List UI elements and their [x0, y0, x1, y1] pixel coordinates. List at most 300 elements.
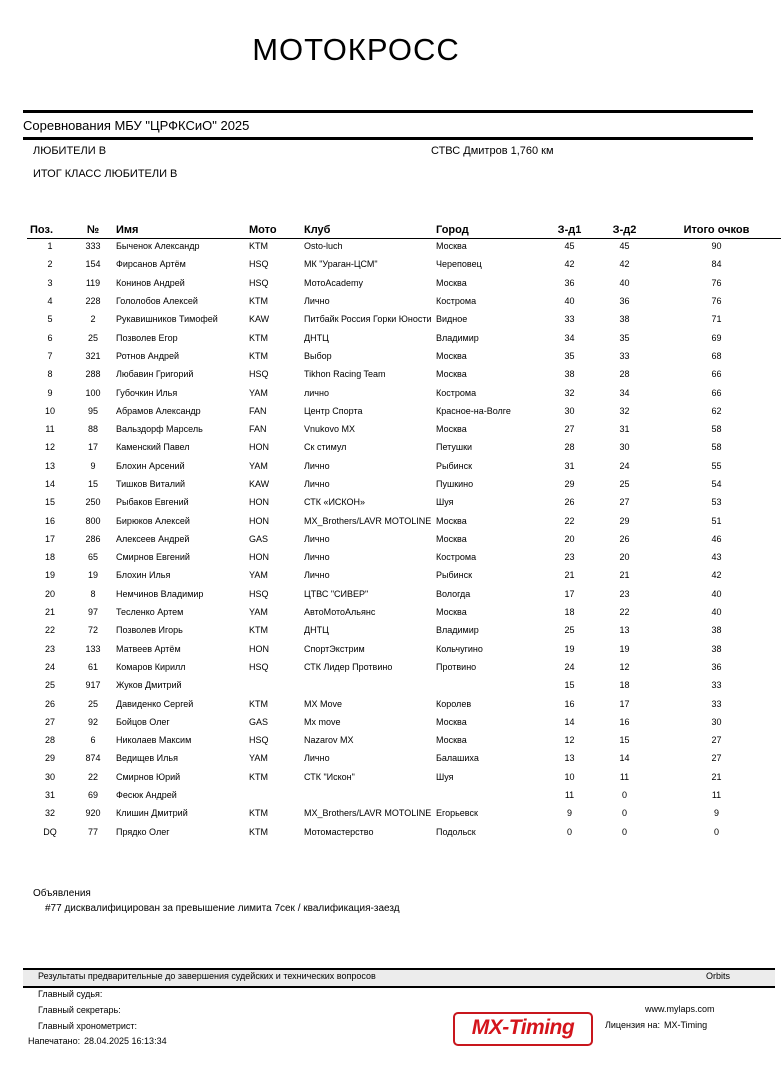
cell-position: 13 — [44, 460, 55, 471]
cell-club: ДНТЦ — [304, 332, 329, 343]
cell-city: Череповец — [436, 259, 482, 270]
cell-city: Кострома — [436, 387, 477, 398]
site-link[interactable]: www.mylaps.com — [645, 1004, 715, 1014]
cell-city: Рыбинск — [436, 460, 473, 471]
cell-moto: KTM — [249, 350, 268, 361]
cell-position: 17 — [44, 533, 55, 544]
cell-moto: KTM — [249, 332, 268, 343]
cell-city: Москва — [436, 277, 467, 288]
cell-total: 42 — [711, 570, 722, 581]
table-row — [27, 274, 781, 292]
cell-total: 43 — [711, 552, 722, 563]
cell-club — [304, 786, 436, 804]
cell-name: Алексеев Андрей — [116, 533, 190, 544]
table-row — [27, 676, 781, 694]
cell-club: Mx move — [304, 716, 341, 727]
cell-name: Комаров Кирилл — [116, 661, 186, 672]
cell-number: 9 — [90, 460, 96, 471]
cell-number: 72 — [87, 625, 98, 636]
table-row — [27, 621, 781, 639]
page-title: МОТОКРОСС — [252, 32, 460, 67]
cell-total: 84 — [711, 259, 722, 270]
cell-moto: FAN — [249, 424, 267, 435]
col-header-total: Итого очков — [683, 223, 750, 236]
cell-moto: HSQ — [249, 369, 269, 380]
cell-race2: 40 — [619, 277, 630, 288]
table-row — [27, 585, 781, 603]
results-table — [27, 222, 781, 841]
cell-moto: YAM — [249, 570, 268, 581]
cell-club: Лично — [304, 533, 330, 544]
cell-moto: HON — [249, 552, 269, 563]
cell-race2: 30 — [619, 442, 630, 453]
cell-race1: 45 — [564, 241, 575, 252]
cell-city: Москва — [436, 241, 467, 252]
cell-race1: 25 — [564, 625, 575, 636]
table-row — [27, 475, 781, 493]
cell-total: 27 — [711, 753, 722, 764]
cell-number: 800 — [85, 515, 101, 526]
cell-total: 38 — [711, 643, 722, 654]
table-row — [27, 804, 781, 822]
cell-race1: 14 — [564, 716, 575, 727]
cell-race2: 0 — [621, 790, 627, 801]
cell-name: Фесюк Андрей — [116, 790, 177, 801]
cell-total: 40 — [711, 607, 722, 618]
cell-position: 28 — [44, 735, 55, 746]
cell-total: 90 — [711, 241, 722, 252]
table-row — [27, 640, 781, 658]
cell-race2: 12 — [619, 661, 630, 672]
cell-moto: KTM — [249, 826, 268, 837]
cell-number: 321 — [85, 350, 101, 361]
cell-race1: 28 — [564, 442, 575, 453]
cell-race2: 38 — [619, 314, 630, 325]
cell-club: MX_Brothers/LAVR MOTOLINE — [304, 515, 432, 526]
cell-number: 25 — [87, 332, 98, 343]
cell-name: Жуков Дмитрий — [116, 680, 182, 691]
table-row — [27, 420, 781, 438]
cell-name: Блохин Арсений — [116, 460, 185, 471]
col-header-race1: З-д1 — [557, 223, 582, 236]
cell-total: 33 — [711, 680, 722, 691]
cell-number: 15 — [87, 479, 98, 489]
cell-club: Vnukovo MX — [304, 424, 356, 435]
cell-number: 25 — [87, 698, 98, 709]
table-row — [27, 328, 781, 346]
cell-name: Позволев Игорь — [116, 625, 183, 636]
cell-position: 15 — [44, 497, 55, 508]
cell-number: 250 — [85, 497, 101, 508]
cell-race1: 27 — [564, 424, 575, 435]
table-row — [27, 383, 781, 401]
cell-total: 51 — [711, 515, 722, 526]
cell-city: Москва — [436, 735, 467, 746]
cell-race2: 19 — [619, 643, 630, 654]
cell-position: 27 — [44, 716, 55, 727]
cell-city: Москва — [436, 424, 467, 435]
cell-name: Позволев Егор — [116, 332, 178, 343]
table-row — [27, 713, 781, 731]
cell-moto: KTM — [249, 771, 268, 782]
cell-moto: KTM — [249, 808, 268, 819]
cell-number: 228 — [85, 296, 101, 307]
cell-position: 10 — [44, 405, 55, 416]
table-row — [27, 768, 781, 786]
cell-race1: 30 — [564, 405, 575, 416]
cell-club: АвтоМотоАльянс — [304, 607, 376, 618]
cell-number: 874 — [85, 753, 101, 764]
cell-name: Тесленко Артем — [116, 607, 184, 618]
cell-race1: 0 — [566, 826, 572, 837]
table-row — [27, 749, 781, 767]
cell-name: Рыбаков Евгений — [116, 497, 189, 508]
cell-city: Королев — [436, 698, 472, 709]
cell-city: Шуя — [436, 497, 454, 508]
cell-name: Быченок Александр — [116, 241, 200, 252]
cell-city: Красное-на-Волге — [436, 405, 511, 416]
cell-name: Каменский Павел — [116, 442, 190, 453]
cell-name: Блохин Илья — [116, 570, 171, 581]
cell-club: Tikhon Racing Team — [304, 369, 386, 380]
cell-position: 5 — [47, 314, 53, 325]
cell-moto: YAM — [249, 607, 268, 618]
cell-position: 6 — [47, 332, 53, 343]
cell-position: 26 — [44, 698, 55, 709]
cell-moto: KTM — [249, 296, 268, 307]
cell-race2: 14 — [619, 753, 630, 764]
cell-club: Питбайк Россия Горки Юности — [304, 314, 432, 325]
cell-total: 58 — [711, 442, 722, 453]
cell-moto: HON — [249, 497, 269, 508]
cell-city: Шуя — [436, 771, 454, 782]
table-row — [27, 566, 781, 584]
cell-number: 6 — [90, 735, 96, 746]
cell-number: 69 — [87, 790, 98, 801]
table-row — [27, 823, 781, 841]
cell-race2: 42 — [619, 259, 630, 270]
cell-position: 1 — [47, 241, 53, 252]
cell-moto: KTM — [249, 625, 268, 636]
cell-total: 54 — [711, 479, 722, 489]
table-row — [27, 694, 781, 712]
results-body — [27, 237, 781, 841]
cell-race1: 13 — [564, 753, 575, 764]
cell-moto: KTM — [249, 698, 268, 709]
cell-city: Москва — [436, 607, 467, 618]
cell-total: 66 — [711, 369, 722, 380]
cell-moto: GAS — [249, 533, 269, 544]
cell-position: 9 — [47, 387, 53, 398]
cell-race2: 28 — [619, 369, 630, 380]
cell-race2: 15 — [619, 735, 630, 746]
cell-total: 33 — [711, 698, 722, 709]
cell-race1: 12 — [564, 735, 575, 746]
col-header-race2: З-д2 — [612, 223, 637, 236]
cell-position: 2 — [47, 259, 53, 270]
cell-name: Вальздорф Марсель — [116, 424, 203, 435]
table-row — [27, 457, 781, 475]
cell-name: Губочкин Илья — [116, 387, 178, 398]
cell-club: Лично — [304, 296, 330, 307]
cell-race2: 0 — [621, 826, 627, 837]
cell-race1: 42 — [564, 259, 575, 270]
cell-name: Прядко Олег — [116, 826, 170, 837]
cell-name: Конинов Андрей — [116, 277, 185, 288]
cell-position: 32 — [44, 808, 55, 819]
cell-total: 55 — [711, 460, 722, 471]
cell-number: 8 — [90, 588, 96, 599]
cell-club — [304, 676, 436, 694]
cell-race1: 17 — [564, 588, 575, 599]
table-row — [27, 511, 781, 529]
cell-number: 133 — [85, 643, 101, 654]
cell-number: 95 — [87, 405, 98, 416]
license-label: Лицензия на: — [605, 1020, 660, 1030]
cell-club: Лично — [304, 479, 330, 489]
cell-club: Лично — [304, 460, 330, 471]
cell-total: 30 — [711, 716, 722, 727]
table-row — [27, 786, 781, 804]
cell-total: 46 — [711, 533, 722, 544]
cell-race1: 31 — [564, 460, 575, 471]
cell-number: 917 — [85, 680, 101, 691]
col-header-position: Поз. — [30, 223, 54, 236]
cell-position: 11 — [45, 424, 55, 435]
cell-city: Вологда — [436, 588, 471, 599]
col-header-name: Имя — [116, 223, 139, 236]
cell-position: 18 — [44, 552, 55, 563]
table-row — [27, 548, 781, 566]
cell-race1: 9 — [566, 808, 572, 819]
cell-race1: 24 — [564, 661, 575, 672]
cell-moto — [249, 786, 304, 804]
cell-moto: HSQ — [249, 259, 269, 270]
cell-city: Балашиха — [436, 753, 479, 764]
cell-club: Nazarov MX — [304, 735, 354, 746]
cell-club: ДНТЦ — [304, 625, 329, 636]
cell-total: 21 — [711, 771, 722, 782]
cell-race1: 34 — [564, 332, 575, 343]
cell-race1: 35 — [564, 350, 575, 361]
cell-city: Москва — [436, 350, 467, 361]
cell-number: 17 — [87, 442, 98, 453]
cell-moto: KAW — [249, 479, 270, 489]
cell-club: Osto-luch — [304, 241, 343, 252]
cell-city: Кострома — [436, 296, 477, 307]
cell-race1: 38 — [564, 369, 575, 380]
cell-name: Давиденко Сергей — [116, 698, 194, 709]
cell-moto: HON — [249, 442, 269, 453]
cell-position: 29 — [44, 753, 55, 764]
cell-position: 21 — [44, 607, 55, 618]
cell-city: Москва — [436, 716, 467, 727]
cell-number: 286 — [85, 533, 101, 544]
cell-moto: GAS — [249, 716, 269, 727]
cell-race1: 11 — [564, 790, 575, 801]
cell-race1: 36 — [564, 277, 575, 288]
cell-race1: 33 — [564, 314, 575, 325]
cell-city: Кольчугино — [436, 643, 483, 654]
cell-total: 11 — [711, 790, 722, 801]
footer-disclaimer: Результаты предварительные до завершения судейских и технических вопросов — [38, 971, 376, 981]
cell-city: Протвино — [436, 661, 477, 672]
cell-race1: 40 — [564, 296, 575, 307]
table-header-divider — [27, 238, 781, 239]
cell-club: MX Move — [304, 698, 343, 709]
cell-name: Любавин Григорий — [116, 369, 194, 380]
cell-number: 2 — [90, 314, 96, 325]
cell-race2: 35 — [619, 332, 630, 343]
mx-timing-logo: MX-Timing — [453, 1012, 593, 1046]
cell-race2: 27 — [619, 497, 630, 508]
cell-moto: HSQ — [249, 735, 269, 746]
cell-race2: 29 — [619, 515, 630, 526]
cell-race2: 20 — [619, 552, 630, 563]
cell-number: 77 — [87, 826, 98, 837]
cell-city: Видное — [436, 314, 468, 325]
table-row — [27, 530, 781, 548]
cell-name: Фирсанов Артём — [116, 259, 186, 270]
cell-position: 25 — [44, 680, 55, 691]
cell-city — [436, 676, 542, 694]
cell-race1: 10 — [564, 771, 575, 782]
cell-moto: HON — [249, 515, 269, 526]
cell-total: 58 — [711, 424, 722, 435]
cell-race1: 20 — [564, 533, 575, 544]
cell-name: Николаев Максим — [116, 735, 192, 746]
table-row — [27, 731, 781, 749]
cell-club: МотоAcademy — [304, 277, 363, 288]
cell-number: 97 — [87, 607, 98, 618]
table-row — [27, 603, 781, 621]
cell-race1: 32 — [564, 387, 575, 398]
table-row — [27, 493, 781, 511]
cell-race2: 36 — [619, 296, 630, 307]
cell-moto — [249, 676, 304, 694]
cell-city: Кострома — [436, 552, 477, 563]
cell-number: 119 — [85, 277, 101, 288]
cell-number: 92 — [87, 716, 98, 727]
cell-race2: 0 — [621, 808, 627, 819]
cell-total: 68 — [711, 350, 722, 361]
cell-name: Гололобов Алексей — [116, 296, 198, 307]
cell-moto: HSQ — [249, 277, 269, 288]
cell-number: 154 — [85, 259, 101, 270]
cell-club: Центр Спорта — [304, 405, 363, 416]
cell-number: 333 — [85, 241, 101, 252]
cell-number: 920 — [85, 808, 101, 819]
cell-club: лично — [304, 387, 329, 398]
chief-judge-label: Главный судья: — [38, 989, 103, 999]
header-divider — [23, 110, 753, 113]
cell-position: 30 — [44, 771, 55, 782]
cell-city: Рыбинск — [436, 570, 473, 581]
cell-race2: 17 — [619, 698, 630, 709]
event-divider — [23, 137, 753, 140]
cell-name: Смирнов Юрий — [116, 771, 181, 782]
cell-total: 27 — [711, 735, 722, 746]
col-header-club: Клуб — [304, 223, 331, 236]
cell-moto: HSQ — [249, 588, 269, 599]
cell-race2: 11 — [619, 771, 630, 782]
cell-name: Абрамов Александр — [116, 405, 201, 416]
cell-race2: 16 — [619, 716, 630, 727]
cell-position: 16 — [44, 515, 55, 526]
cell-total: 36 — [711, 661, 722, 672]
cell-race1: 19 — [564, 643, 575, 654]
table-row — [27, 438, 781, 456]
cell-race2: 33 — [619, 350, 630, 361]
cell-position: 23 — [44, 643, 55, 654]
cell-total: 0 — [713, 826, 719, 837]
cell-city: Егорьевск — [436, 808, 478, 819]
cell-city: Петушки — [436, 442, 473, 453]
cell-position: DQ — [43, 826, 57, 837]
cell-club: Лично — [304, 570, 330, 581]
cell-name: Бирюков Алексей — [116, 515, 190, 526]
cell-position: 12 — [44, 442, 55, 453]
cell-race1: 26 — [564, 497, 575, 508]
cell-race2: 24 — [619, 460, 630, 471]
cell-number: 61 — [87, 661, 98, 672]
cell-name: Ротнов Андрей — [116, 350, 180, 361]
notes-title: Объявления — [33, 888, 91, 899]
cell-moto: FAN — [249, 405, 267, 416]
cell-club: МК "Ураган-ЦСМ" — [304, 259, 378, 270]
cell-club: Ск стимул — [304, 442, 347, 453]
col-header-city: Город — [436, 223, 469, 236]
cell-position: 4 — [47, 296, 53, 307]
cell-race2: 22 — [619, 607, 630, 618]
event-name: Соревнования МБУ "ЦРФКСиО" 2025 — [23, 118, 250, 133]
cell-race2: 23 — [619, 588, 630, 599]
col-header-number: № — [86, 223, 100, 236]
cell-club: MX_Brothers/LAVR MOTOLINE — [304, 808, 432, 819]
cell-position: 14 — [44, 479, 55, 489]
cell-city: Москва — [436, 515, 467, 526]
cell-race2: 21 — [619, 570, 630, 581]
cell-number: 22 — [87, 771, 98, 782]
cell-position: 8 — [47, 369, 53, 380]
cell-total: 62 — [711, 405, 722, 416]
table-row — [27, 255, 781, 273]
cell-total: 40 — [711, 588, 722, 599]
license-value: MX-Timing — [664, 1020, 708, 1030]
cell-race2: 13 — [619, 625, 630, 636]
venue: СТВС Дмитров 1,760 км — [431, 145, 554, 157]
cell-name: Ведищев Илья — [116, 753, 178, 764]
cell-position: 20 — [44, 588, 55, 599]
cell-moto: KTM — [249, 241, 268, 252]
cell-total: 38 — [711, 625, 722, 636]
table-row — [27, 310, 781, 328]
cell-club: СТК "Искон" — [304, 771, 355, 782]
cell-race2: 26 — [619, 533, 630, 544]
cell-city: Владимир — [436, 625, 479, 636]
cell-number: 100 — [85, 387, 101, 398]
chief-secretary-label: Главный секретарь: — [38, 1005, 121, 1015]
cell-club: Мотомастерство — [304, 826, 374, 837]
cell-position: 31 — [44, 790, 55, 801]
table-row — [27, 402, 781, 420]
class-name: ЛЮБИТЕЛИ В — [33, 145, 107, 157]
cell-city: Подольск — [436, 826, 476, 837]
cell-name: Бойцов Олег — [116, 716, 170, 727]
cell-race2: 34 — [619, 387, 630, 398]
table-row — [27, 237, 781, 255]
cell-city: Москва — [436, 369, 467, 380]
